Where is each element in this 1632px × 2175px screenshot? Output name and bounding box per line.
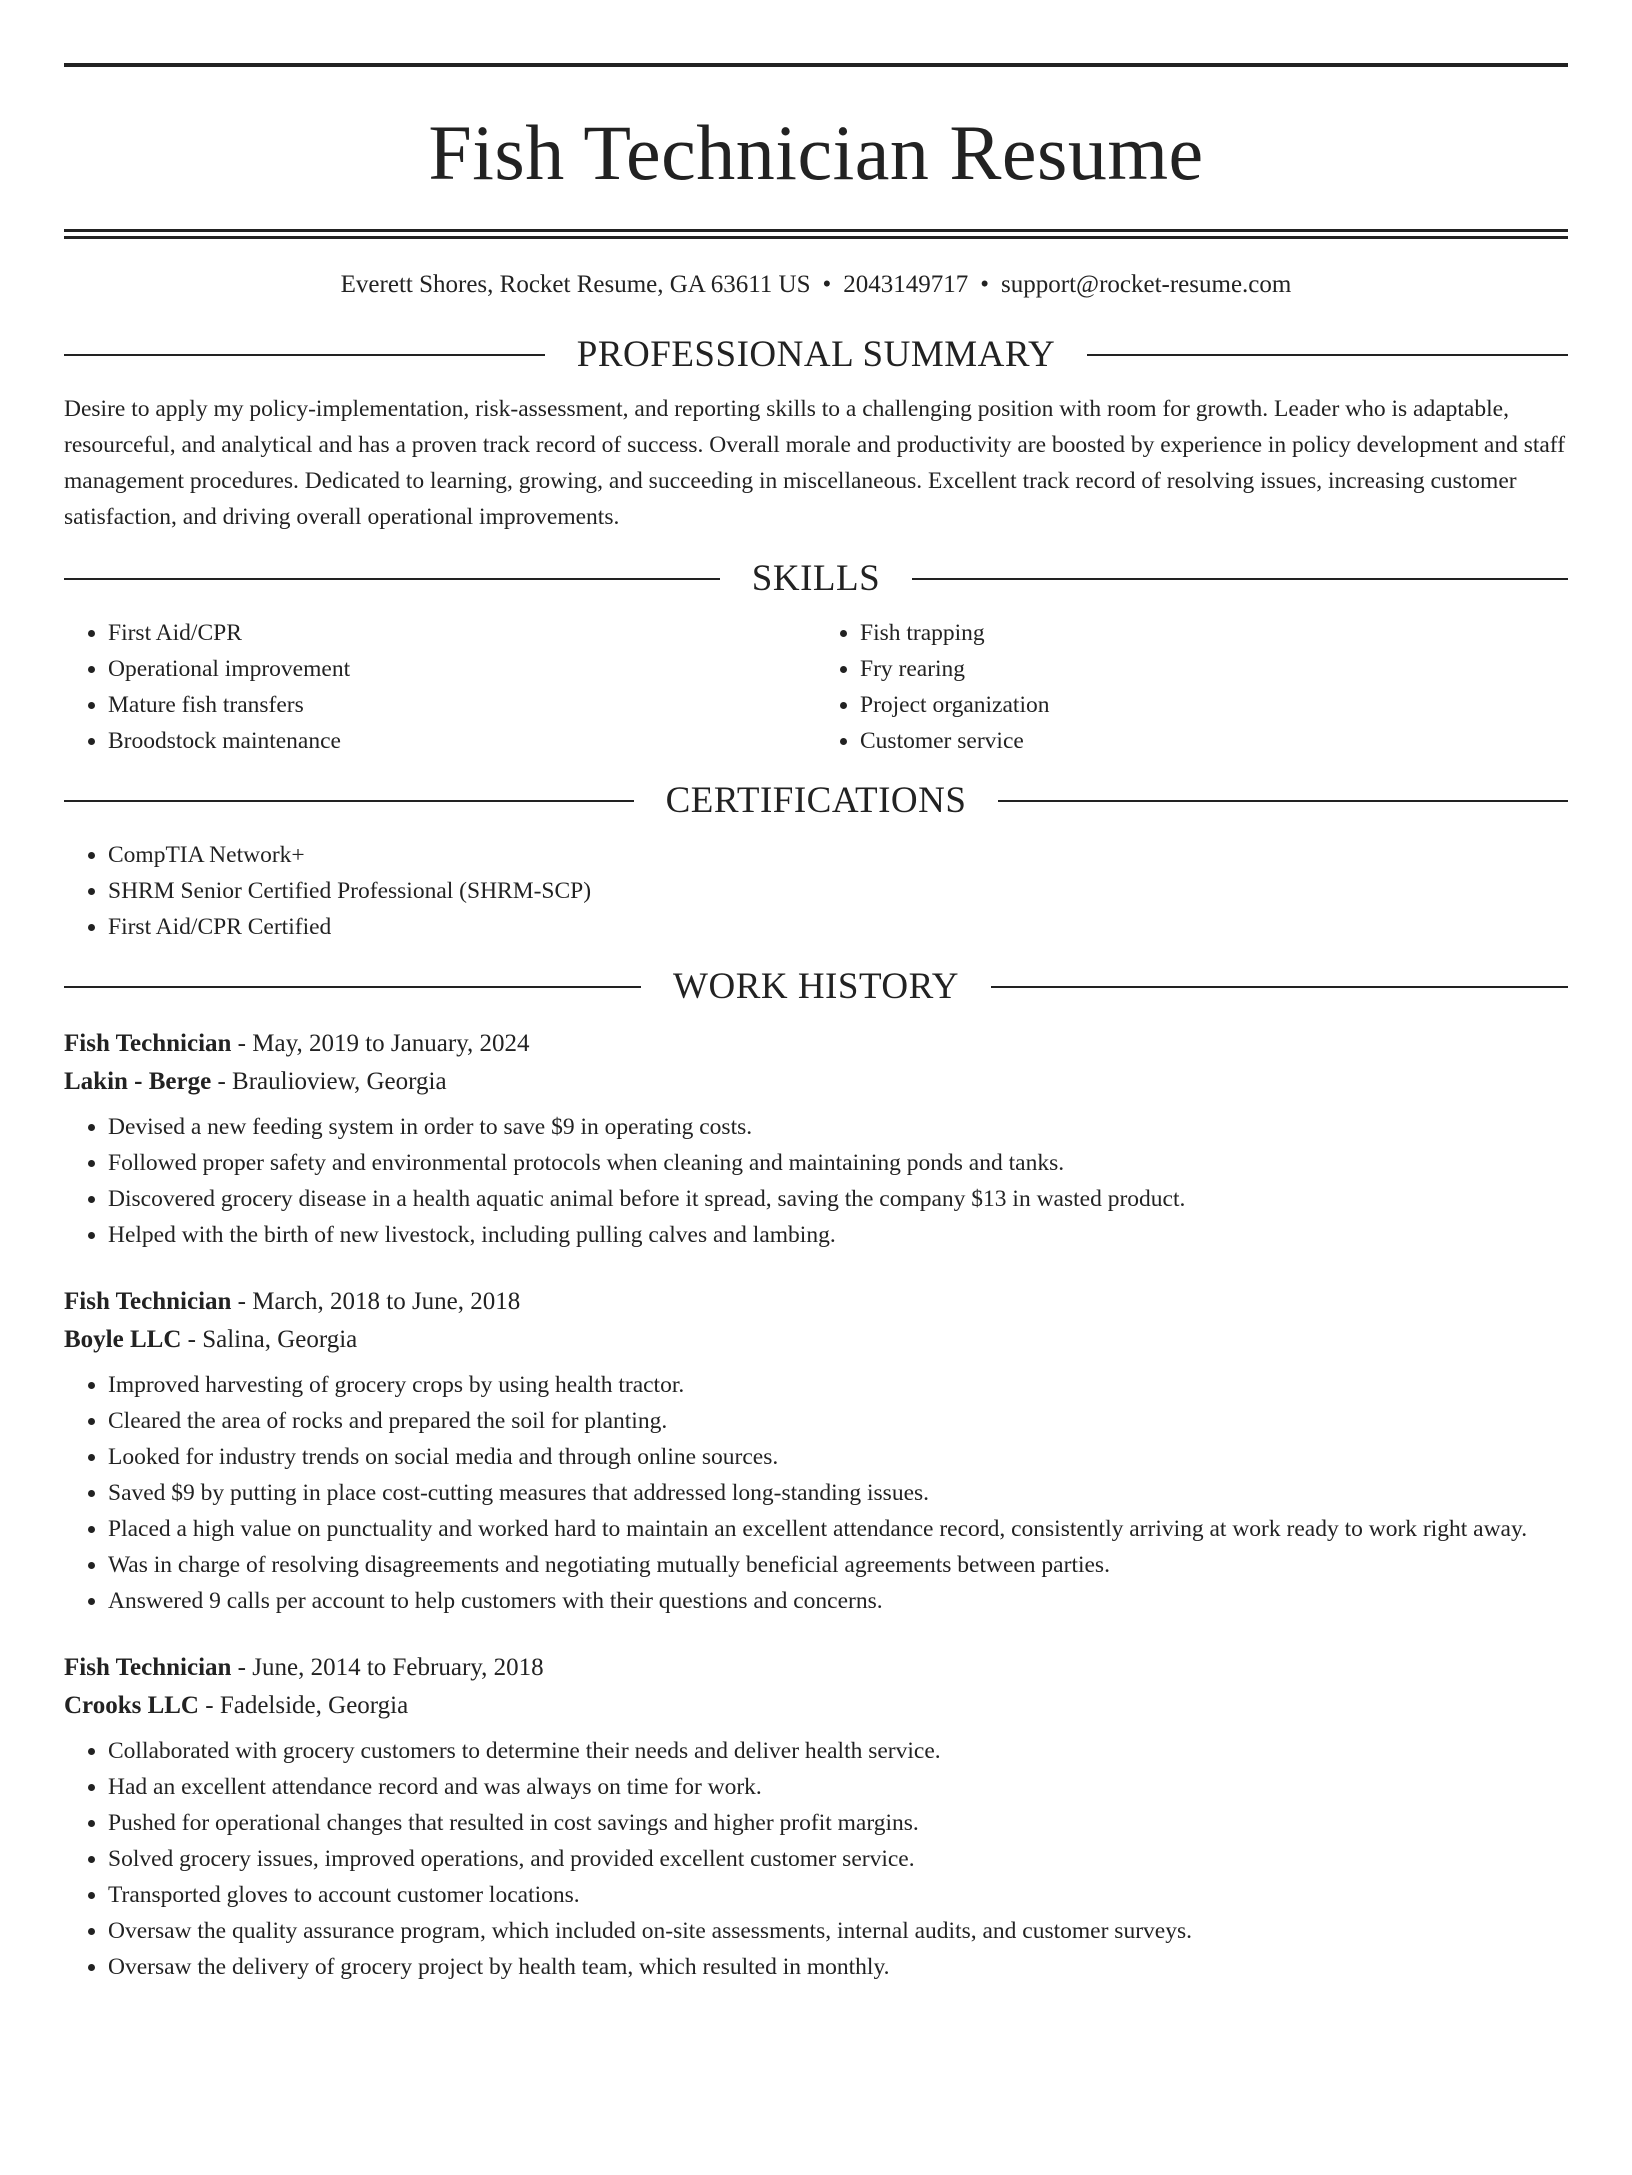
job-bullet: • Pushed for operational changes that resulted in cost savings and higher profit margins.	[108, 1805, 1568, 1841]
skill-item: • Project organization	[860, 687, 1568, 723]
skill-item: • Operational improvement	[108, 651, 816, 687]
job-dates: - May, 2019 to January, 2024	[231, 1030, 530, 1057]
section-heading-skills	[64, 555, 1568, 603]
heading-rule-right	[1087, 354, 1568, 356]
job-bullets	[64, 1733, 1568, 1985]
certifications-heading: CERTIFICATIONS	[665, 780, 967, 821]
job-bullet: • Followed proper safety and environmental protocols when cleaning and maintaining ponds and tanks.	[108, 1145, 1568, 1181]
heading-rule-right	[998, 800, 1568, 802]
job-bullet: • Improved harvesting of grocery crops by using health tractor.	[108, 1367, 1568, 1403]
contact-line	[64, 269, 1568, 301]
job-company-line	[64, 1687, 1568, 1725]
summary-text: Desire to apply my policy-implementation, risk-assessment, and reporting skills to a challenging position with room for growth. Leader who is adaptable, resourceful, and analytical and has a proven track record of success. Overall morale and productivity are boosted by experience in policy development and staff management procedures. Dedicated to learning, growing, and succeeding in miscellaneous. Excellent track record of resolving issues, increasing customer satisfaction, and driving overall operational improvements.	[64, 396, 1566, 530]
top-divider	[64, 63, 1568, 67]
job-title-line	[64, 1025, 1568, 1063]
job-bullet: • Placed a high value on punctuality and worked hard to maintain an excellent attendance record, consistently arriving at work ready to work right away.	[108, 1511, 1568, 1547]
certification-item: • First Aid/CPR Certified	[108, 909, 1568, 945]
skills-list-right	[816, 615, 1568, 759]
job-company-line	[64, 1063, 1568, 1101]
skill-item: • Customer service	[860, 723, 1568, 759]
resume-page	[0, 63, 1632, 2175]
job-bullet: • Collaborated with grocery customers to determine their needs and deliver health service.	[108, 1733, 1568, 1769]
job-company: Crooks LLC	[64, 1692, 199, 1719]
job-bullet: • Solved grocery issues, improved operations, and provided excellent customer service.	[108, 1841, 1568, 1877]
job-bullet: • Was in charge of resolving disagreements and negotiating mutually beneficial agreements between parties.	[108, 1547, 1568, 1583]
skill-item: • First Aid/CPR	[108, 615, 816, 651]
job-location: - Fadelside, Georgia	[199, 1692, 409, 1719]
contact-phone: 2043149717	[843, 271, 969, 298]
job-title-line	[64, 1283, 1568, 1321]
job-role: Fish Technician	[64, 1654, 232, 1681]
job-company: Lakin - Berge	[64, 1068, 212, 1095]
job-location: - Braulioview, Georgia	[211, 1068, 447, 1095]
skill-item: • Fish trapping	[860, 615, 1568, 651]
job-location: - Salina, Georgia	[181, 1326, 358, 1353]
job-entry	[64, 1649, 1568, 1985]
heading-rule-right	[991, 986, 1568, 988]
job-role: Fish Technician	[64, 1030, 232, 1057]
job-dates: - March, 2018 to June, 2018	[231, 1288, 521, 1315]
skill-item: • Broodstock maintenance	[108, 723, 816, 759]
heading-rule-left	[64, 354, 545, 356]
job-bullets	[64, 1109, 1568, 1253]
job-title-line	[64, 1649, 1568, 1687]
job-role: Fish Technician	[64, 1288, 232, 1315]
title-double-divider	[64, 229, 1568, 239]
summary-heading: PROFESSIONAL SUMMARY	[576, 334, 1056, 375]
job-company-line	[64, 1321, 1568, 1359]
contact-separator: •	[822, 271, 832, 298]
job-bullet: • Transported gloves to account customer locations.	[108, 1877, 1568, 1913]
job-entry	[64, 1025, 1568, 1253]
heading-rule-left	[64, 578, 720, 580]
certification-item: • SHRM Senior Certified Professional (SHRM-SCP)	[108, 873, 1568, 909]
job-bullet: • Saved $9 by putting in place cost-cutting measures that addressed long-standing issues.	[108, 1475, 1568, 1511]
job-bullet: • Discovered grocery disease in a health aquatic animal before it spread, saving the company $13 in wasted product.	[108, 1181, 1568, 1217]
skills-list-left	[64, 615, 816, 759]
job-dates: - June, 2014 to February, 2018	[231, 1654, 544, 1681]
job-bullet: • Had an excellent attendance record and was always on time for work.	[108, 1769, 1568, 1805]
certifications-list	[64, 837, 1568, 945]
job-bullet: • Cleared the area of rocks and prepared the soil for planting.	[108, 1403, 1568, 1439]
work-history-heading: WORK HISTORY	[673, 966, 959, 1007]
contact-separator: •	[980, 271, 990, 298]
job-bullets	[64, 1367, 1568, 1619]
job-bullet: • Helped with the birth of new livestock, including pulling calves and lambing.	[108, 1217, 1568, 1253]
skills-heading: SKILLS	[751, 558, 881, 599]
job-company: Boyle LLC	[64, 1326, 182, 1353]
job-bullet: • Oversaw the quality assurance program, which included on-site assessments, internal audits, and customer surveys.	[108, 1913, 1568, 1949]
job-entry	[64, 1283, 1568, 1619]
heading-rule-right	[912, 578, 1568, 580]
section-heading-work-history	[64, 963, 1568, 1011]
skill-item: • Fry rearing	[860, 651, 1568, 687]
contact-address: Everett Shores, Rocket Resume, GA 63611 US	[340, 271, 811, 298]
job-bullet: • Answered 9 calls per account to help customers with their questions and concerns.	[108, 1583, 1568, 1619]
contact-email: support@rocket-resume.com	[1001, 271, 1292, 298]
job-bullet: • Devised a new feeding system in order to save $9 in operating costs.	[108, 1109, 1568, 1145]
heading-rule-left	[64, 800, 634, 802]
skill-item: • Mature fish transfers	[108, 687, 816, 723]
skills-columns	[64, 615, 1568, 759]
page-title: Fish Technician Resume	[428, 109, 1204, 196]
job-bullet: • Oversaw the delivery of grocery project by health team, which resulted in monthly.	[108, 1949, 1568, 1985]
section-heading-summary	[64, 331, 1568, 379]
certification-item: • CompTIA Network+	[108, 837, 1568, 873]
heading-rule-left	[64, 986, 641, 988]
section-heading-certifications	[64, 777, 1568, 825]
job-bullet: • Looked for industry trends on social media and through online sources.	[108, 1439, 1568, 1475]
